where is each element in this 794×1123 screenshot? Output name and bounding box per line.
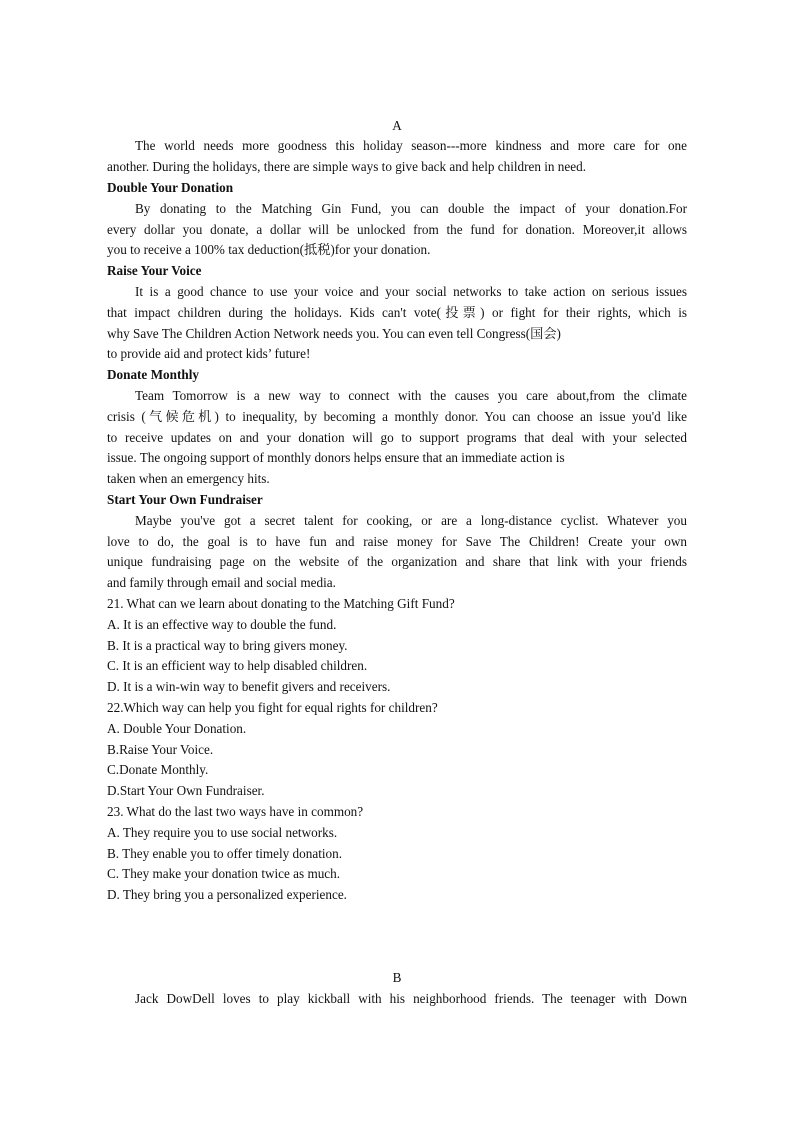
fundraiser-paragraph-line: love to do, the goal is to have fun and raise money for Save The Children! Create your own [107, 534, 687, 549]
double-paragraph-line: every dollar you donate, a dollar will be unlocked from the fund for donation. Moreover,it allows [107, 222, 687, 237]
question-22-stem: 22.Which way can help you fight for equal rights for children? [107, 700, 438, 715]
fundraiser-paragraph-line: unique fundraising page on the website of the organization and share that link with your friends [107, 554, 687, 569]
question-21-option-d: D. It is a win-win way to benefit givers and receivers. [107, 679, 391, 694]
question-23-option-a: A. They require you to use social networks. [107, 825, 338, 840]
fundraiser-paragraph-line: Maybe you've got a secret talent for cooking, or are a long-distance cyclist. Whatever you [135, 513, 687, 528]
monthly-paragraph-line: issue. The ongoing support of monthly donors helps ensure that an immediate action is [107, 450, 565, 465]
section-b-label: B [392, 970, 402, 985]
fundraiser-paragraph-line: and family through email and social media. [107, 575, 336, 590]
monthly-paragraph-line: to receive updates on and your donation will go to support programs that deal with your selected [107, 430, 687, 445]
double-paragraph-line: By donating to the Matching Gin Fund, you can double the impact of your donation.For [135, 201, 687, 216]
question-23-stem: 23. What do the last two ways have in common? [107, 804, 364, 819]
question-23-option-d: D. They bring you a personalized experience. [107, 887, 347, 902]
question-22-option-c: C.Donate Monthly. [107, 762, 209, 777]
double-paragraph-line: you to receive a 100% tax deduction(抵税)for your donation. [107, 242, 431, 257]
heading-start-fundraiser: Start Your Own Fundraiser [107, 492, 263, 507]
heading-raise-voice: Raise Your Voice [107, 263, 202, 278]
question-23-option-b: B. They enable you to offer timely donation. [107, 846, 343, 861]
monthly-paragraph-line: taken when an emergency hits. [107, 471, 270, 486]
intro-line: another. During the holidays, there are simple ways to give back and help children in need. [107, 159, 586, 174]
raise-paragraph-line: that impact children during the holidays. Kids can't vote(投票) or fight for their rights, which is [107, 305, 687, 320]
intro-line: The world needs more goodness this holiday season---more kindness and more care for one [135, 138, 687, 153]
section-b-first-line: Jack DowDell loves to play kickball with his neighborhood friends. The teenager with Down [135, 991, 687, 1006]
question-21-stem: 21. What can we learn about donating to the Matching Gift Fund? [107, 596, 455, 611]
raise-paragraph-line: why Save The Children Action Network needs you. You can even tell Congress(国会) [107, 326, 561, 341]
question-21-option-a: A. It is an effective way to double the fund. [107, 617, 337, 632]
question-22-option-d: D.Start Your Own Fundraiser. [107, 783, 265, 798]
question-22-option-a: A. Double Your Donation. [107, 721, 247, 736]
raise-paragraph-line: It is a good chance to use your voice and your social networks to take action on serious issues [135, 284, 687, 299]
heading-donate-monthly: Donate Monthly [107, 367, 199, 382]
monthly-paragraph-line: crisis (气候危机) to inequality, by becoming a monthly donor. You can choose an issue you'd like [107, 409, 687, 424]
question-23-option-c: C. They make your donation twice as much. [107, 866, 341, 881]
question-21-option-c: C. It is an efficient way to help disabled children. [107, 658, 368, 673]
heading-double-donation: Double Your Donation [107, 180, 234, 195]
question-21-option-b: B. It is a practical way to bring givers money. [107, 638, 348, 653]
question-22-option-b: B.Raise Your Voice. [107, 742, 214, 757]
raise-paragraph-line: to provide aid and protect kids’ future! [107, 346, 311, 361]
monthly-paragraph-line: Team Tomorrow is a new way to connect with the causes you care about,from the climate [135, 388, 687, 403]
section-a-label: A [392, 118, 402, 133]
